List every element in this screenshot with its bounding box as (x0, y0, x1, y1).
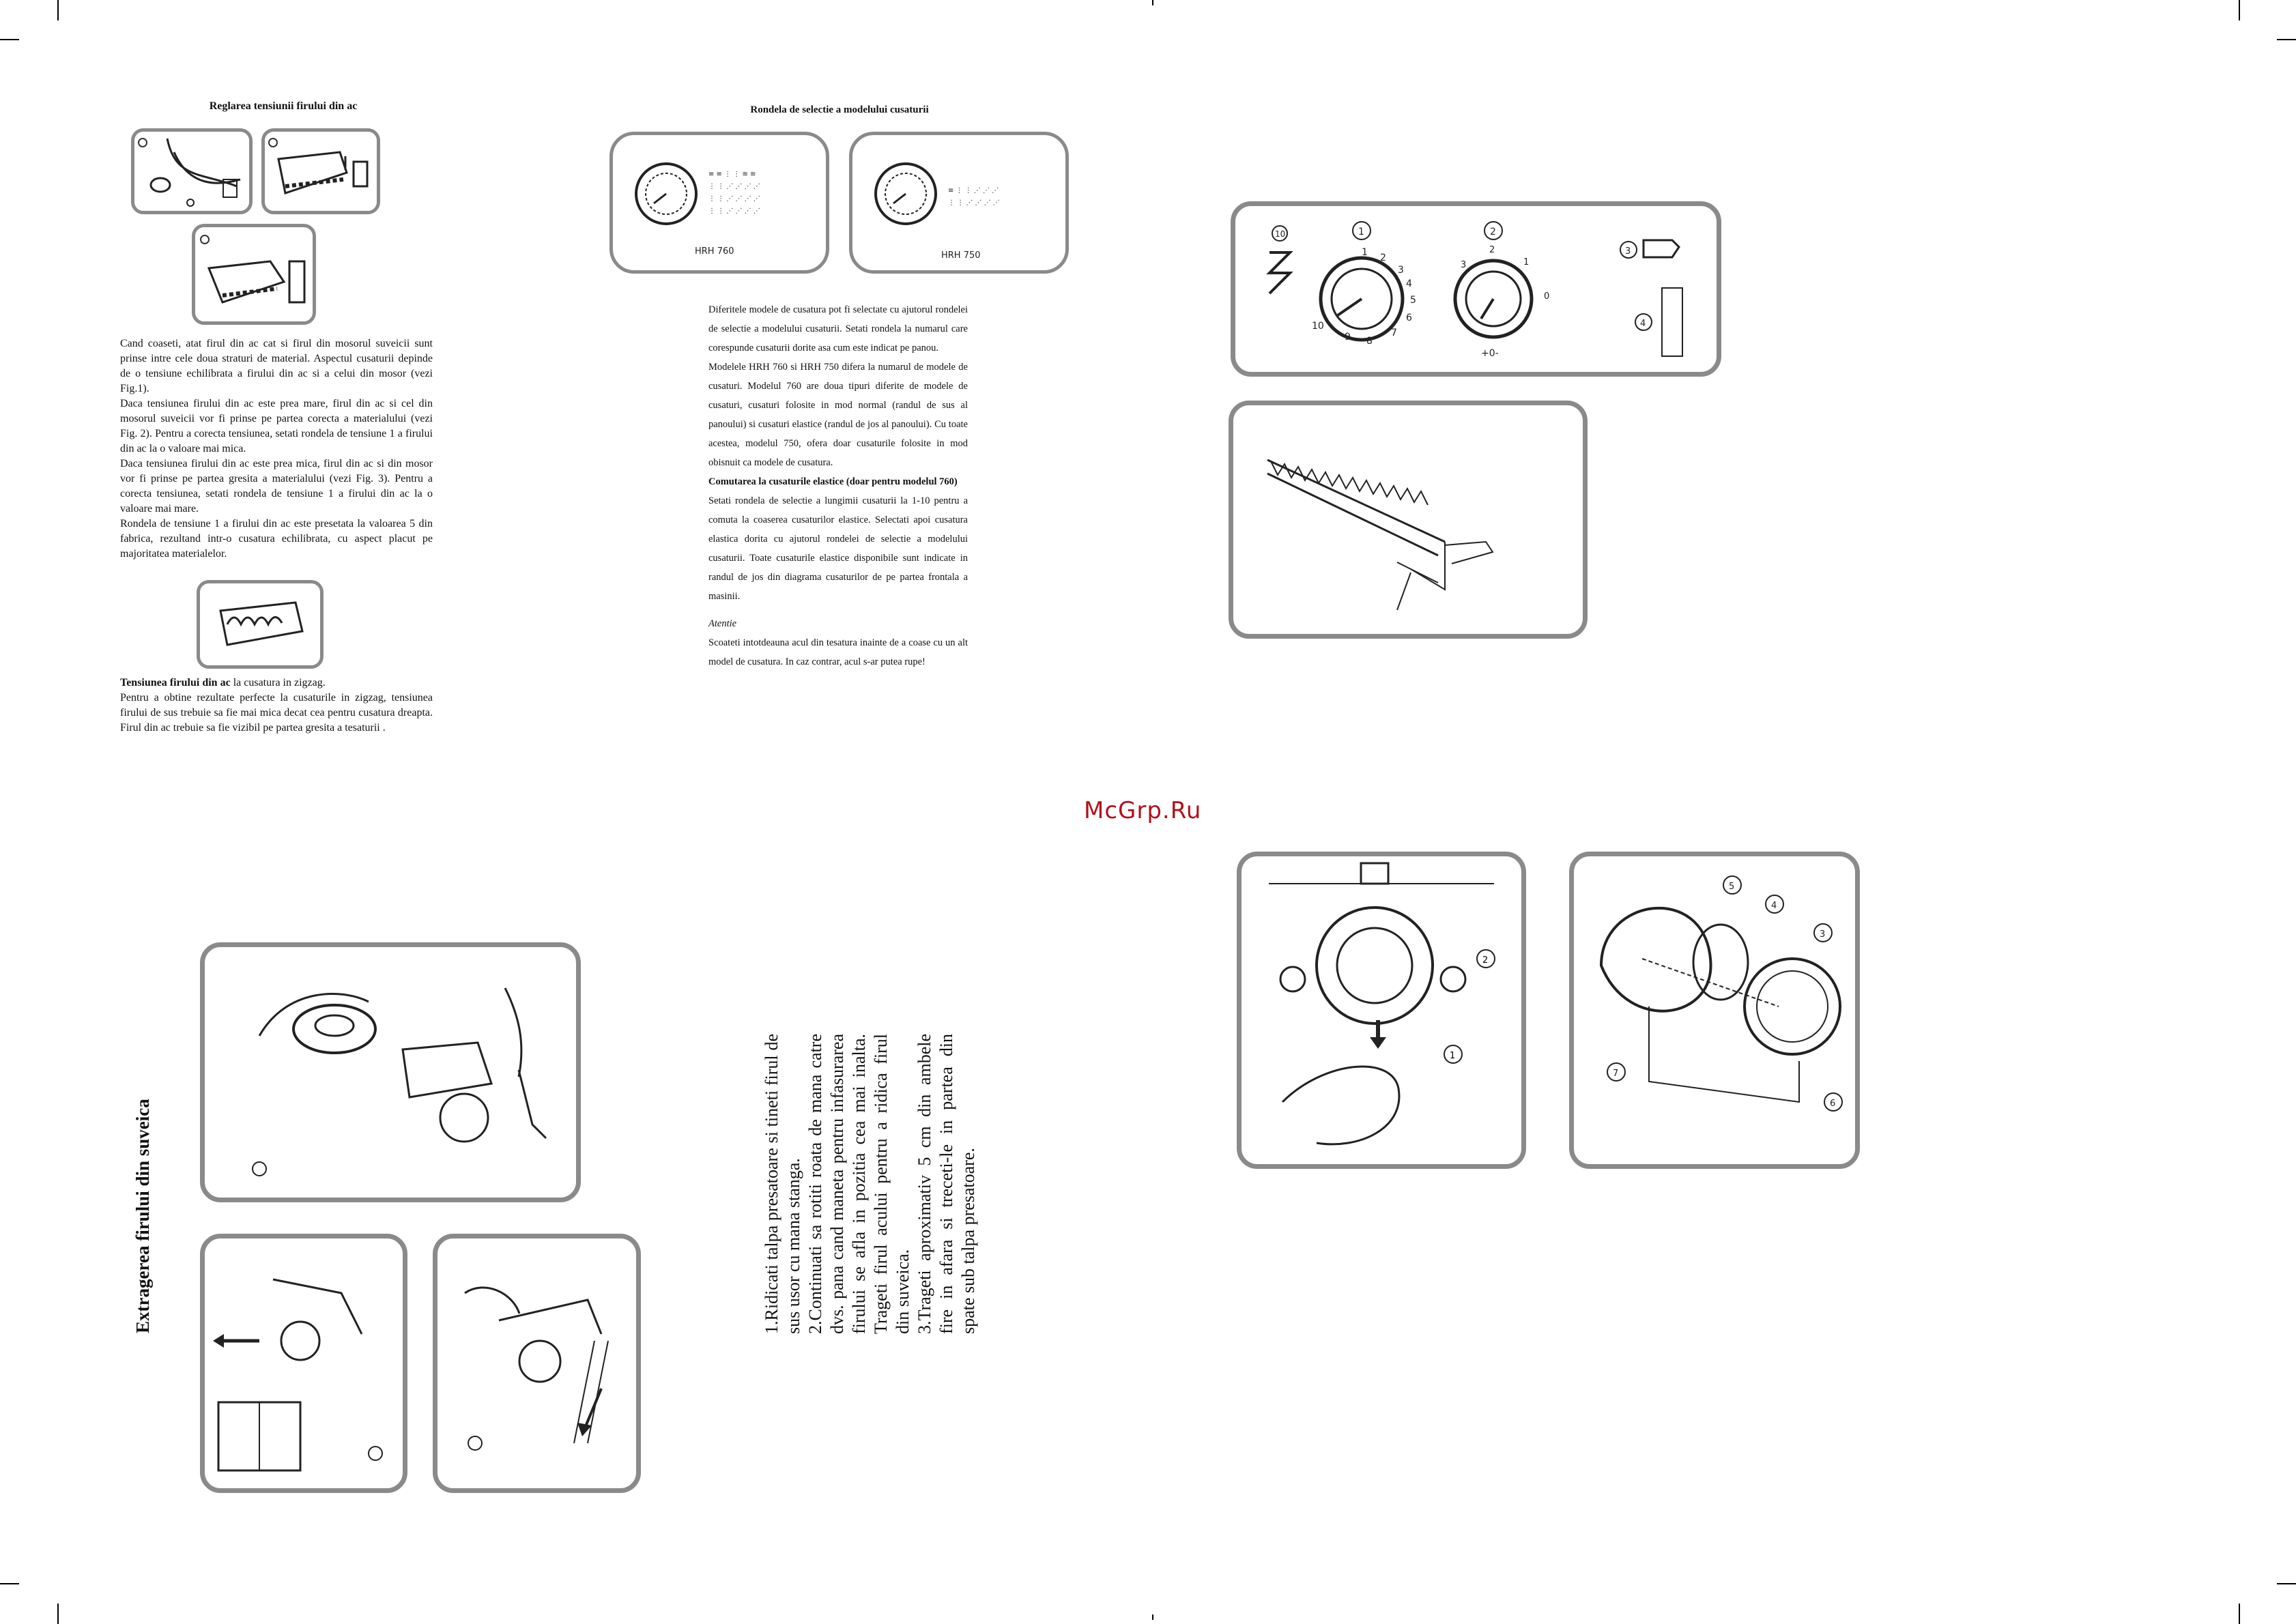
dial-num-9: 9 (1345, 332, 1351, 343)
tension-heading: Reglarea tensiunii firului din ac (209, 100, 358, 112)
hook2-callout-4: 4 (1771, 901, 1777, 911)
tension-figure-2 (261, 128, 380, 214)
model-b-label: HRH 750 (941, 250, 981, 261)
selector-p2: Modelele HRH 760 si HRH 750 difera la numarul de modele de cusaturi. Modelul 760 are doua tipuri diferite de modele de cusaturi, cusaturi folosite in mod normal (randul de sus al panoului) si cusaturi elastice (randul de jos al panoului). Cu toate acestea, modelul 750, ofera doar cusaturile folosite in mod obisnuit ca modele de cusatura. (708, 362, 968, 468)
dial2-num-0: 0 (1544, 291, 1550, 302)
crop-mark (57, 1604, 59, 1624)
bobbin-step-3: 3.Trageti aproximativ 5 cm din ambele fire in afara si treceti-le in partea din spate sub talpa presatoare. (915, 1034, 978, 1334)
dial-num-7: 7 (1391, 328, 1397, 338)
hook2-callout-7: 7 (1613, 1069, 1619, 1079)
svg-text:⋮ ⋮ ⋰ ⋰ ⋰ ⋰: ⋮ ⋮ ⋰ ⋰ ⋰ ⋰ (948, 199, 1000, 207)
zigzag-bold: Tensiunea firului din ac (120, 677, 231, 688)
svg-text:⋮ ⋮ ⋰ ⋰ ⋰ ⋰: ⋮ ⋮ ⋰ ⋰ ⋰ ⋰ (708, 183, 760, 190)
panel-hrh760 (609, 132, 829, 274)
svg-text:⋮ ⋮ ⋰ ⋰ ⋰ ⋰: ⋮ ⋮ ⋰ ⋰ ⋰ ⋰ (708, 195, 760, 203)
selector-paragraphs (708, 300, 968, 671)
bobbin-title: Extragerea firului din suveica (132, 1099, 153, 1333)
selector-p3: Comutarea la cusaturile elastice (doar pentru modelul 760) (708, 476, 958, 487)
crop-mark (2277, 1583, 2296, 1584)
crop-mark (57, 0, 59, 20)
center-mark (1152, 1614, 1153, 1620)
dial-num-3: 3 (1398, 265, 1404, 276)
svg-text:≡ ≡ ⋮ ⋮ ≋ ≋: ≡ ≡ ⋮ ⋮ ≋ ≋ (708, 171, 756, 178)
crop-mark (2239, 1604, 2240, 1624)
crop-mark (0, 39, 19, 40)
callout-10: 10 (1275, 229, 1286, 239)
bobbin-figure-1 (200, 942, 581, 1202)
zigzag-paragraph: Pentru a obtine rezultate perfecte la cusaturile in zigzag, tensiunea firului de sus trebuie sa fie mai mica decat cea pentru cusatura dreapta. Firul din ac trebuie sa fie vizibil pe partea gresita a tesaturii . (120, 692, 433, 734)
hook2-callout-6: 6 (1830, 1099, 1836, 1109)
callout-3: 3 (1625, 246, 1631, 257)
dial-num-8: 8 (1366, 336, 1373, 347)
tension-paragraphs (120, 336, 433, 562)
crop-mark (0, 1583, 19, 1584)
dial2-num-3: 3 (1461, 260, 1467, 270)
bobbin-figure-2 (200, 1234, 407, 1493)
zigzag-text (120, 676, 433, 736)
tension-paragraph-2: Daca tensiunea firului din ac este prea mare, firul din ac si cel din mosorul suveicii vor fi prinse pe partea corecta a materialului (vezi Fig. 2). Pentru a corecta tensiunea, setati rondela de tensiune 1 a firului din ac la o valoare mai mica. (120, 398, 433, 454)
selector-p4: Setati rondela de selectie a lungimii cusaturii la 1-10 pentru a comuta la coaserea cusaturilor elastice. Selectati apoi cusatura elastica dorita cu ajutorul rondelei de selectie a modelului cusaturii. Toate cusaturile elastice disponibile sunt indicate in randul de jos din diagrama cusaturilor de pe partea frontala a masinii. (708, 495, 968, 602)
bobbin-step-1: 1.Ridicati talpa presatoare si tineti firul de sus usor cu mana stanga. (762, 1034, 803, 1334)
callout-4: 4 (1640, 319, 1646, 329)
tension-figure-1 (131, 128, 253, 214)
tension-figure-3 (192, 224, 316, 325)
hook-figure-1 (1237, 852, 1526, 1169)
bobbin-figure-3 (433, 1234, 641, 1493)
dial-num-4: 4 (1406, 278, 1412, 289)
crop-mark (2239, 0, 2240, 20)
panel-hrh750 (849, 132, 1069, 274)
dial-num-10: 10 (1312, 321, 1324, 332)
hook1-callout-1: 1 (1450, 1051, 1456, 1061)
hook1-callout-2: 2 (1482, 955, 1489, 966)
zigzag-rest: la cusatura in zigzag. (230, 677, 326, 688)
tension-paragraph-3: Daca tensiunea firului din ac este prea mica, firul din ac si din mosor vor fi prinse pe partea gresita a materialului (vezi Fig. 3). Pentru a corecta tensiunea, setati rondela de tensiune 1 a firului din ac la o valoare mai mare. (120, 458, 433, 514)
pos-neg-label: +0- (1481, 348, 1499, 359)
svg-text:≡ ⋮ ⋮ ⋰ ⋰ ⋰: ≡ ⋮ ⋮ ⋰ ⋰ ⋰ (948, 187, 999, 194)
hook2-callout-5: 5 (1729, 882, 1735, 892)
dials-figure (1231, 201, 1721, 377)
center-mark (1152, 0, 1153, 5)
dial-num-5: 5 (1410, 295, 1416, 306)
hook2-callout-3: 3 (1820, 929, 1826, 940)
callout-1: 1 (1358, 227, 1364, 237)
dial-num-2: 2 (1380, 252, 1386, 263)
dial-num-6: 6 (1406, 313, 1412, 323)
bobbin-steps (761, 1034, 979, 1334)
watermark: McGrp.Ru (1084, 797, 1202, 824)
selector-p1: Diferitele modele de cusatura pot fi selectate cu ajutorul rondelei de selectie a modelului cusaturii. Setati rondela la numarul care corespunde cusaturii dorite asa cum este indicat pe panou. (708, 304, 968, 353)
crop-mark (2277, 39, 2296, 40)
selector-p5: Scoateti intotdeauna acul din tesatura inainte de a coase cu un alt model de cusatura. In caz contrar, acul s-ar putea rupe! (708, 637, 968, 667)
zigzag-figure (197, 580, 324, 669)
dial2-num-2: 2 (1489, 245, 1495, 255)
selector-atentie: Atentie (708, 618, 737, 629)
hook-figure-2 (1569, 852, 1860, 1169)
selector-heading: Rondela de selectie a modelului cusaturii (750, 104, 929, 115)
svg-text:⋮ ⋮ ⋰ ⋰ ⋰ ⋰: ⋮ ⋮ ⋰ ⋰ ⋰ ⋰ (708, 207, 760, 215)
dial-num-1: 1 (1362, 247, 1368, 258)
tension-paragraph-4: Rondela de tensiune 1 a firului din ac este presetata la valoarea 5 din fabrica, rezultand intr-o cusatura echilibrata, cu aspect placut pe majoritatea materialelor. (120, 518, 433, 560)
model-a-label: HRH 760 (695, 246, 734, 257)
bobbin-step-2: 2.Continuati sa rotiti roata de mana catre dvs. pana cand maneta pentru infasurarea firului se afla in pozitia cea mai inalta. Trageti firul acului pentru a ridica firul din suveica. (805, 1034, 913, 1334)
stitch-figure (1229, 401, 1588, 639)
callout-2: 2 (1490, 227, 1496, 237)
tension-paragraph-1: Cand coaseti, atat firul din ac cat si firul din mosorul suveicii sunt prinse intre cele doua straturi de material. Aspectul cusaturii depinde de o tensiune echilibrata a firului din ac si a celui din mosor (vezi Fig.1). (120, 338, 433, 394)
dial2-num-1: 1 (1523, 257, 1530, 267)
